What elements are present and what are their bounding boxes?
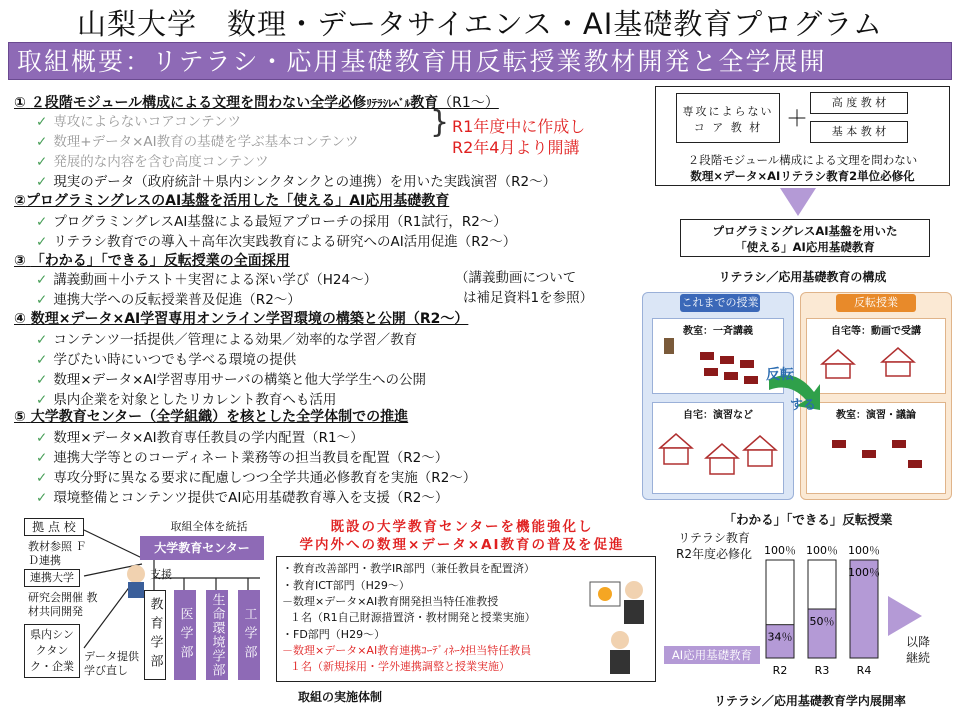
module-caption-2: 数理×データ×AIリテラシ教育2単位必修化	[690, 169, 915, 183]
page-title: 山梨大学 数理・データサイエンス・AI基礎教育プログラム	[76, 7, 884, 41]
continue-arrow-icon	[888, 596, 922, 636]
list-item: ✓ 講義動画＋小テスト＋実習による深い学び（H24〜）	[36, 272, 378, 288]
list-item: ✓ 数理+データ×AI教育の基礎を学ぶ基本コンテンツ	[36, 134, 359, 150]
list-item: ✓ 連携大学への反転授業普及促進（R2〜）	[36, 292, 301, 308]
old-classroom: 教室：一斉講義	[652, 318, 784, 394]
literacy-value-label: 100％	[806, 544, 838, 557]
list-item: ✓ 連携大学等とのコーディネート業務等の担当教員を配置（R2〜）	[36, 450, 449, 466]
down-arrow-icon	[780, 188, 816, 216]
list-item: ✓ 数理×データ×AI教育専任教員の学内配置（R1〜）	[36, 430, 364, 446]
literacy-label: リテラシ教育 R2年度必修化	[676, 531, 752, 561]
section-1-heading: ① ２段階モジュール構成による文理を問わない全学必修ﾘﾃﾗｼﾚﾍﾞﾙ教育（R1〜）	[14, 95, 499, 111]
houses-illustration	[656, 428, 780, 488]
module-caption-1: ２段階モジュール構成による文理を問わない	[687, 153, 918, 167]
ai-label: AI応用基礎教育	[664, 646, 760, 664]
structure-caption: リテラシ／応用基礎教育の構成	[718, 270, 887, 284]
partner-univ-note: 研究会開催 教材共同開発	[28, 591, 98, 618]
continue-label: 以降 継続	[906, 635, 931, 665]
rollout-chart	[760, 538, 890, 688]
thinktank-note: データ提供 学び直し	[84, 650, 139, 677]
list-item: ✓ プログラミングレスAI基盤による最短アプローチの採用（R1試行，R2〜）	[36, 214, 507, 230]
flip-classroom: 教室：演習・議論	[806, 402, 946, 494]
list-item: ✓ 現実のデータ（政府統計＋県内シンクタンクとの連携）を用いた実践演習（R2〜）	[36, 174, 557, 190]
plus-icon: ＋	[786, 107, 809, 132]
thinktank-box: 県内シンクタンク・企業	[24, 624, 80, 678]
flip-arrow-label-2: する	[790, 398, 817, 413]
center-line-2: ・教育ICT部門（H29〜）	[282, 579, 410, 592]
core-material-box: 専攻によらない コ ア 教 材	[676, 93, 780, 143]
basic-material-box: 基 本 教 材	[810, 121, 908, 143]
center-line-1: ・教育改善部門・教学IR部門（兼任教員を配置済）	[282, 562, 535, 575]
faculty-education: 教育学部	[144, 590, 166, 680]
faculty-engineering: 工学部	[238, 590, 260, 680]
list-item: ✓ リテラシ教育での導入＋高年次実践教育による研究へのAI活用促進（R2〜）	[36, 234, 517, 250]
literacy-value-label: 100％	[764, 544, 796, 557]
x-tick-label: R2	[772, 664, 788, 677]
schedule-note: R1年度中に作成し R2年4月より開講	[452, 117, 586, 157]
center-headline: 既設の大学教育センターを機能強化し 学内外への数理×データ×AI教育の普及を促進	[299, 519, 625, 553]
list-item: ✓ 学びたい時にいつでも学べる環境の提供	[36, 352, 297, 368]
brace-icon: }	[430, 105, 450, 140]
section-3-heading: ③ 「わかる」「できる」反転授業の全面採用	[14, 253, 290, 269]
ai-value-label: 50％	[809, 615, 835, 628]
chart-caption: リテラシ／応用基礎教育学内展開率	[714, 694, 906, 708]
classroom-illustration	[660, 334, 780, 390]
x-tick-label: R4	[856, 664, 872, 677]
list-item: ✓ 数理×データ×AI学習専用サーバの構築と他大学学生への公開	[36, 372, 426, 388]
org-top-label: 取組全体を統括	[170, 520, 248, 533]
center-line-7: １名（新規採用・学外連携調整と授業実施）	[290, 660, 510, 673]
ai-value-label: 100％	[848, 566, 880, 579]
base-school-note: 教材参照 ＦＤ連携	[28, 540, 87, 567]
list-item: ✓ 専攻によらないコアコンテンツ	[36, 114, 241, 130]
flip-illustration	[812, 340, 942, 490]
video-note: （講義動画について は補足資料1を参照）	[455, 270, 594, 306]
university-center-box: 大学教育センター	[140, 536, 264, 560]
base-school: 拠 点 校	[24, 518, 84, 536]
flip-class-label: 反転授業	[836, 294, 916, 312]
old-home: 自宅：演習など	[652, 402, 784, 494]
old-class-label: これまでの授業	[680, 294, 760, 312]
list-item: ✓ 発展的な内容を含む高度コンテンツ	[36, 154, 269, 170]
advanced-material-box: 高 度 教 材	[810, 92, 908, 114]
staff-illustration	[588, 576, 654, 676]
list-item: ✓ 環境整備とコンテンツ提供でAI応用基礎教育導入を支援（R2〜）	[36, 490, 449, 506]
center-line-3: －数理×データ×AI教育開発担当特任准教授	[282, 595, 499, 608]
list-item: ✓ コンテンツ一括提供／管理による効果／効率的な学習／教育	[36, 332, 418, 348]
partner-univ: 連携大学	[24, 569, 80, 587]
org-caption: 取組の実施体制	[297, 690, 382, 704]
chart-header: 「わかる」「できる」反転授業	[723, 512, 893, 527]
ai-platform-box: プログラミングレスAI基盤を用いた 「使える」AI応用基礎教育	[680, 219, 930, 257]
support-label: 支援	[150, 568, 172, 581]
center-line-4: １名（R1自己財源措置済・教材開発と授業実施）	[290, 611, 536, 624]
literacy-value-label: 100％	[848, 544, 880, 557]
center-line-5: ・FD部門（H29〜）	[282, 628, 386, 641]
section-2-heading: ②プログラミングレスのAI基盤を活用した「使える」AI応用基礎教育	[14, 193, 450, 209]
ai-value-label: 34％	[767, 630, 793, 644]
center-line-6: －数理×データ×AI教育連携ｺｰﾃﾞｨﾈｰﾀ担当特任教員	[282, 644, 532, 657]
overview-band: 取組概要：リテラシ・応用基礎教育用反転授業教材開発と全学展開	[8, 42, 952, 80]
flip-arrow-label: 反転	[766, 367, 794, 383]
x-tick-label: R3	[814, 664, 830, 677]
section-5-heading: ⑤ 大学教育センター（全学組織）を核とした全学体制での推進	[14, 409, 409, 425]
faculty-medicine: 医学部	[174, 590, 196, 680]
flip-home: 自宅等：動画で受講	[806, 318, 946, 394]
faculty-life-env: 生命環境学部	[206, 590, 228, 680]
list-item: ✓ 専攻分野に異なる要求に配慮しつつ全学共通必修教育を実施（R2〜）	[36, 470, 477, 486]
section-4-heading: ④ 数理×データ×AI学習専用オンライン学習環境の構築と公開（R2〜）	[14, 311, 469, 327]
list-item: ✓ 県内企業を対象としたリカレント教育へも活用	[36, 392, 337, 408]
